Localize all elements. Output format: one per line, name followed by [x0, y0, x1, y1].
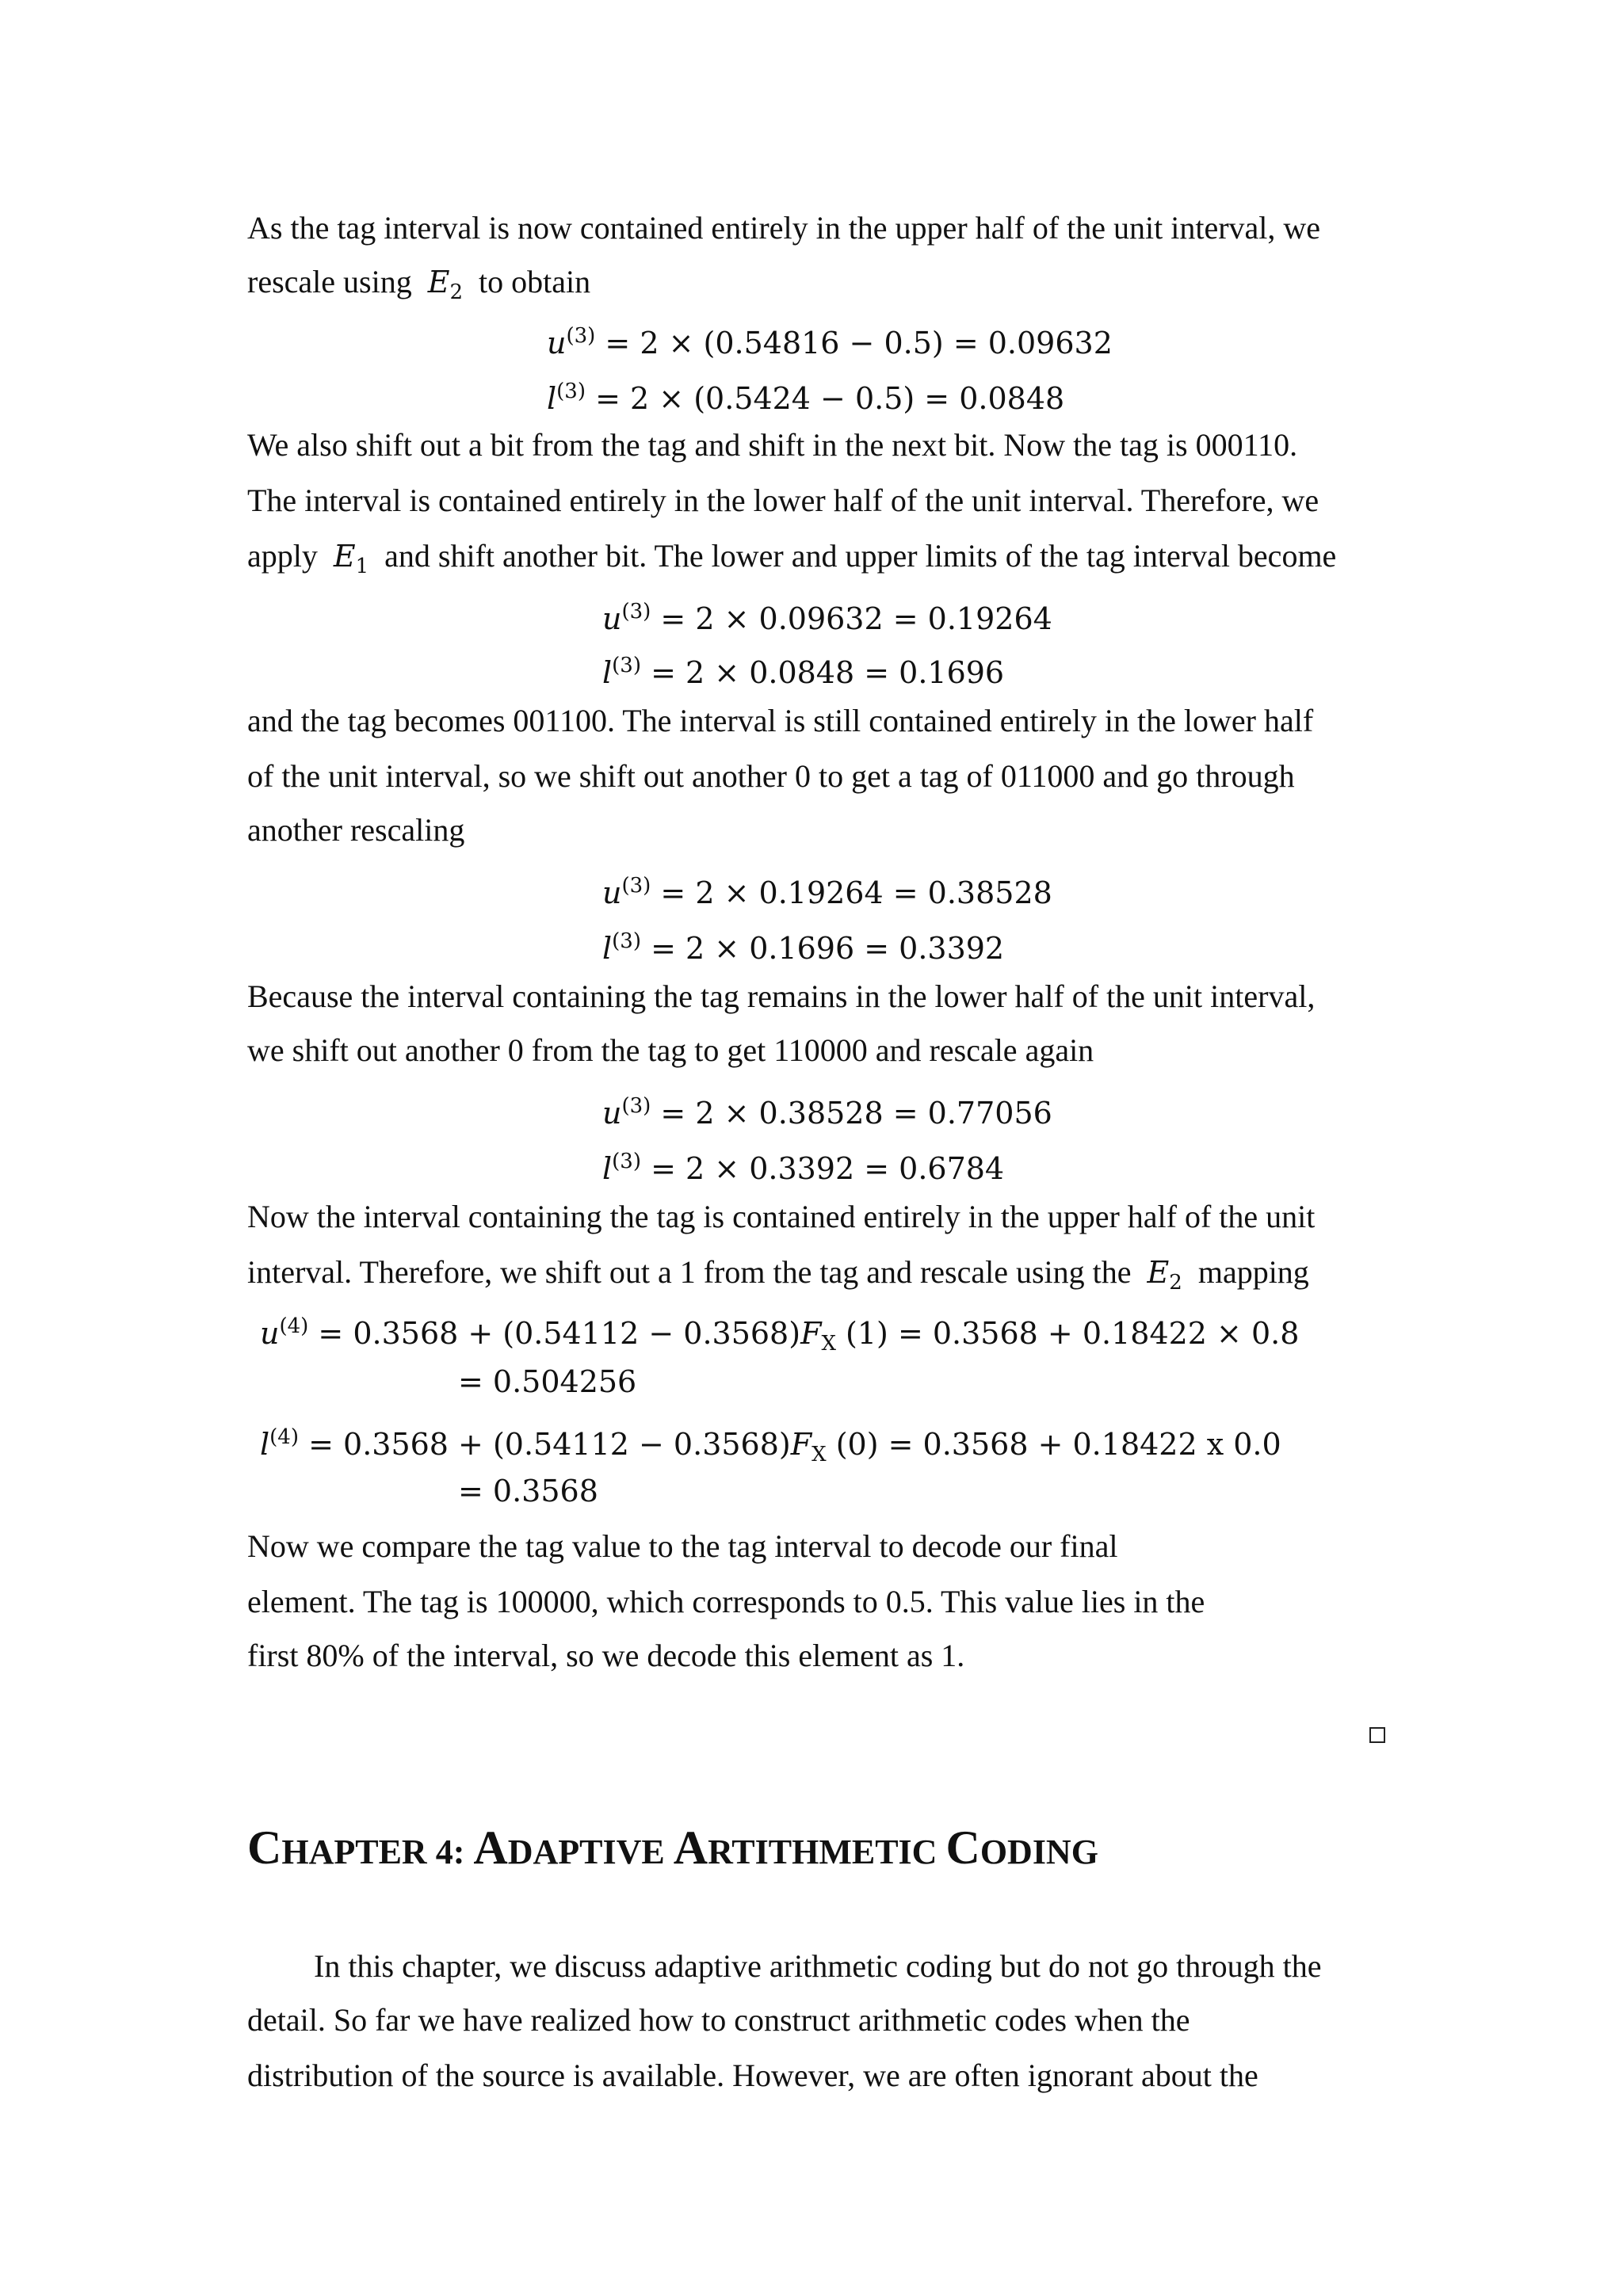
math-var: E: [427, 265, 450, 299]
equation-u4-result: = 0.504256: [458, 1364, 637, 1399]
equation-u: [602, 865, 1052, 913]
math-superscript: (4): [279, 1314, 309, 1338]
text-line: first 80% of the interval, so we decode this element as 1.: [247, 1638, 965, 1673]
text-line: and the tag becomes 001100. The interval is still contained entirely in the lower half: [247, 703, 1314, 738]
equation-u: [602, 591, 1052, 639]
math-superscript: (4): [269, 1425, 299, 1449]
math-var: F: [800, 1316, 822, 1351]
math-var: u: [602, 601, 622, 636]
chapter-heading: [247, 1819, 1098, 1881]
math-superscript: (3): [566, 324, 596, 348]
text-line: another rescaling: [247, 812, 465, 848]
equation-rhs: = 2 × 0.0848 = 0.1696: [651, 655, 1005, 690]
math-var: l: [547, 381, 557, 416]
math-subscript: 1: [355, 555, 369, 578]
math-var: u: [260, 1316, 280, 1351]
math-superscript: (3): [621, 1094, 651, 1118]
equation-l4: [260, 1417, 1281, 1475]
math-symbol-e2: [1147, 1255, 1182, 1295]
equation-l: [602, 645, 1004, 693]
math-superscript: (3): [621, 600, 651, 624]
equation-u4: [260, 1306, 1299, 1364]
text-fragment: interval. Therefore, we shift out a 1 from the tag and rescale using the: [247, 1254, 1132, 1290]
text-line: As the tag interval is now contained entirely in the upper half of the unit interval, we: [247, 210, 1321, 246]
heading-fragment: DAPTIVE: [507, 1833, 674, 1871]
math-superscript: (3): [612, 1150, 641, 1173]
math-var: l: [260, 1427, 270, 1462]
heading-fragment: A: [473, 1821, 508, 1874]
text-line: detail. So far we have realized how to construct arithmetic codes when the: [247, 2002, 1190, 2038]
math-var: E: [1147, 1255, 1170, 1290]
math-subscript: 2: [449, 280, 463, 304]
equation-rhs: = 2 × 0.09632 = 0.19264: [660, 601, 1052, 636]
text-fragment: apply: [247, 538, 318, 574]
equation-rhs: = 2 × 0.38528 = 0.77056: [660, 1096, 1052, 1131]
text-line: element. The tag is 100000, which corresponds to 0.5. This value lies in the: [247, 1584, 1205, 1619]
equation-l: [602, 921, 1004, 969]
text-line: [247, 1252, 1381, 1303]
equation-rhs: = 0.3568 + (0.54112 − 0.3568): [308, 1427, 791, 1462]
text-line: [247, 536, 1381, 587]
math-subscript: 2: [1169, 1271, 1182, 1295]
text-line: We also shift out a bit from the tag and shift in the next bit. Now the tag is 000110.: [247, 427, 1298, 463]
text-line: of the unit interval, so we shift out another 0 to get a tag of 011000 and go through: [247, 758, 1295, 794]
equation-rhs: = 2 × (0.54816 − 0.5) = 0.09632: [605, 326, 1113, 360]
text-line: Because the interval containing the tag remains in the lower half of the unit interval,: [247, 978, 1316, 1014]
math-symbol-e1: [333, 539, 369, 578]
equation-rhs: = 0.3568 + (0.54112 − 0.3568): [318, 1316, 801, 1351]
math-var: u: [547, 326, 567, 360]
text-line: In this chapter, we discuss adaptive arithmetic coding but do not go through the: [314, 1948, 1322, 1984]
math-var: E: [333, 539, 356, 574]
text-fragment: rescale using: [247, 264, 412, 299]
equation-u: [602, 1085, 1052, 1134]
heading-fragment: RTITHMETIC: [708, 1833, 946, 1871]
equation-l: [547, 371, 1064, 419]
heading-fragment: C: [247, 1821, 282, 1874]
equation-rhs: = 2 × 0.19264 = 0.38528: [660, 875, 1052, 910]
math-var: l: [602, 931, 613, 966]
heading-fragment: ODING: [980, 1833, 1098, 1871]
math-var: l: [602, 655, 613, 690]
equation-l: [602, 1141, 1004, 1189]
equation-rhs: (1) = 0.3568 + 0.18422 × 0.8: [846, 1316, 1300, 1351]
text-fragment: and shift another bit. The lower and upper limits of the tag interval become: [384, 538, 1337, 574]
text-line: Now the interval containing the tag is contained entirely in the upper half of the unit: [247, 1199, 1316, 1234]
math-var: u: [602, 875, 622, 910]
text-line: Now we compare the tag value to the tag interval to decode our final: [247, 1528, 1118, 1564]
math-superscript: (3): [612, 929, 641, 953]
qed-box-icon: [1369, 1727, 1385, 1743]
equation-u: [547, 315, 1113, 364]
math-var: u: [602, 1096, 622, 1131]
math-superscript: (3): [612, 654, 641, 677]
equation-l4-result: = 0.3568: [458, 1474, 598, 1508]
heading-fragment: C: [945, 1821, 980, 1874]
math-symbol-e2: [427, 265, 463, 304]
text-line: [247, 261, 1381, 313]
math-subscript: X: [821, 1332, 836, 1356]
equation-rhs: = 2 × (0.5424 − 0.5) = 0.0848: [595, 381, 1065, 416]
math-var: F: [790, 1427, 812, 1462]
heading-fragment: A: [673, 1821, 708, 1874]
text-fragment: to obtain: [479, 264, 591, 299]
text-line: distribution of the source is available. However, we are often ignorant about the: [247, 2058, 1258, 2093]
math-superscript: (3): [556, 379, 586, 403]
equation-rhs: = 2 × 0.1696 = 0.3392: [651, 931, 1005, 966]
math-superscript: (3): [621, 874, 651, 898]
text-line: The interval is contained entirely in the lower half of the unit interval. Therefore, we: [247, 482, 1319, 518]
heading-fragment: HAPTER 4:: [281, 1833, 474, 1871]
equation-rhs: = 2 × 0.3392 = 0.6784: [651, 1151, 1005, 1186]
text-line: we shift out another 0 from the tag to get 110000 and rescale again: [247, 1032, 1094, 1068]
text-fragment: mapping: [1197, 1254, 1309, 1290]
equation-rhs: (0) = 0.3568 + 0.18422 x 0.0: [835, 1427, 1281, 1462]
math-var: l: [602, 1151, 613, 1186]
math-subscript: X: [812, 1443, 827, 1466]
